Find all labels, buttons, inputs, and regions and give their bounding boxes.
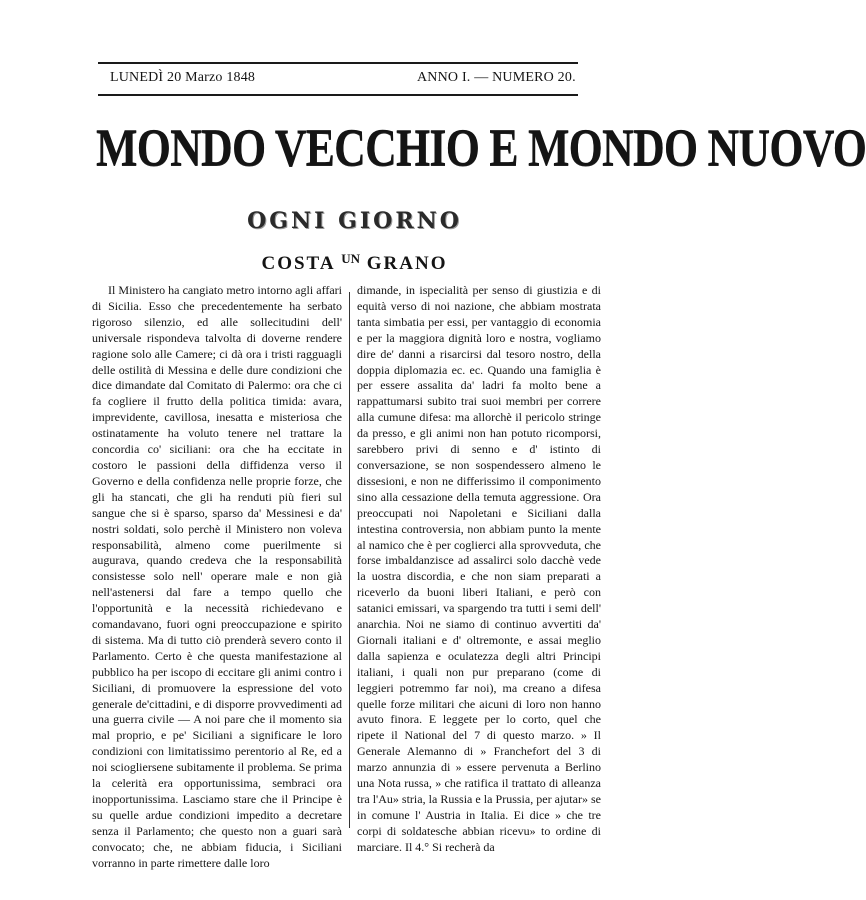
price-mid: UN xyxy=(341,251,361,266)
dateline: LUNEDÌ 20 Marzo 1848 xyxy=(110,70,256,85)
price-line xyxy=(0,251,709,275)
article-column-right xyxy=(357,283,601,856)
masthead-title: MONDO VECCHIO E MONDO NUOVO xyxy=(96,119,866,177)
price-suffix: GRANO xyxy=(366,253,448,274)
issue-number: ANNO I. — NUMERO 20. xyxy=(417,70,576,85)
header-rule-bottom xyxy=(98,94,578,96)
price-prefix: COSTA xyxy=(261,253,335,274)
column-divider xyxy=(349,292,350,828)
article-text-left: Il Ministero ha cangiato metro intorno agli affari di Sicilia. Esso che precedentemente ha serbato rigoroso silenzio, ed alle sollecitudini dell' universale rispondeva talvolta di doverne rendere ragione solo alle Camere; ci dà ora i tristi ragguagli delle ostilità di Messina e delle dure condizioni che dice dimandate dal Comitato di Palermo: ora che ci fa cogliere il frutto della politica timida: avara, imprevidente, cavillosa, inesatta e misteriosa che ostinatamente ha voluto tenere nel trattare la concordia co' siciliani: ora che ha eccitate in costoro le passioni della diffidenza verso il Governo e della confidenza nelle proprie forze, che gli ha stancati, che gli ha renduti più fieri sul sangue che si è sparso, sparso da' Messinesi e da' nostri soldati, solo perchè il Ministero non voleva responsabilità, almeno come puerilmente si augurava, quando credeva che la responsabilità consistesse solo nell' operare male e non già nell'astenersi dal fare a tempo quello che l'opportunità e la necessità richiedevano e comandavano, fuori ogni preoccupazione e spirito di sistema. Ma di tutto ciò prenderà severo conto il Parlamento. Certo è che questa manifestazione al pubblico ha per iscopo di eccitare gli animi contro i Siciliani, di promuovere la espressione del voto generale de'cittadini, e di disporre provvedimenti ad una guerra civile — A noi pare che il momento sia mal proprio, e pe' Siciliani a significare le loro condizioni con limitatissimo perentorio al Re, ed a noi sciogliersene subitamente il problema. Se prima la celerità era opportunissima, sembraci ora inopportunissima. Lasciamo stare che il Principe è su quelle ardue condizioni impedito a decretare senza il Parlamento; che questo non a guari sarà convocato; che, ne abbiam fiducia, i Siciliani vorranno in parte rimettere dalle loro xyxy=(92,283,342,870)
article-column-left xyxy=(92,283,342,872)
header-rule-top xyxy=(98,62,578,64)
masthead-subtitle: OGNI GIORNO xyxy=(247,208,462,234)
article-text-right: dimande, in ispecialità per senso di giustizia e di equità verso di noi nazione, che abbiam mostrata tanta simbatia per essi, per vantaggio di economia e per la maggiora dignità loro e nostra, vogliamo dire de' danni a risarcirsi dal tesoro nostro, della doppia diplomazia ec. ec. Quando una famiglia è per essere assalita da' ladri fa molto bene a rappattumarsi subito trai suoi membri per correre alla cumune difesa: ma allorchè il pericolo stringe da presso, e gli animi non han potuto ricomporsi, sarebbero privi di senno e d' istinto di conversazione, se non sospendessero almeno le dissesioni, e non ne differissimo il componimento sino alla cessazione della temuta aggressione. Ora preoccupati noi Napoletani e Siciliani dalla intestina controversia, non abbiam punto la mente al namico che è per coglierci alla sprovveduta, che forse imbaldanzisce ad assalirci solo dacchè vede la uostra discordia, e che non siam preparati a riceverlo da buoni liberi Italiani, e però con satanici emissari, va spargendo tra tutti i semi dell' anarchia. Noi ne siamo di continuo avvertiti da' Giornali italiani e d' oltremonte, e assai meglio dalla sapienza e oculatezza degli altri Principi italiani, i quali non pur preparano (come di leggieri potremmo far noi), ma creano a difesa quelle forze militari che aicuni di loro non hanno avuto finora. E leggete per lo corto, quel che ripete il National del 7 di questo marzo. » Il Generale Alemanno di » Franchefort del 3 di marzo annunzia di » essere pervenuta a Berlino una Nota russa, » che ratifica il trattato di alleanza tra l'Au» stria, la Russia e la Prussia, per ajutar» se in comune l' Austria in Italia. Ei dice » che tre corpi di soldatesche abbian ricevu» to ordine di marciare. Il 4.° Si recherà da xyxy=(357,283,601,854)
